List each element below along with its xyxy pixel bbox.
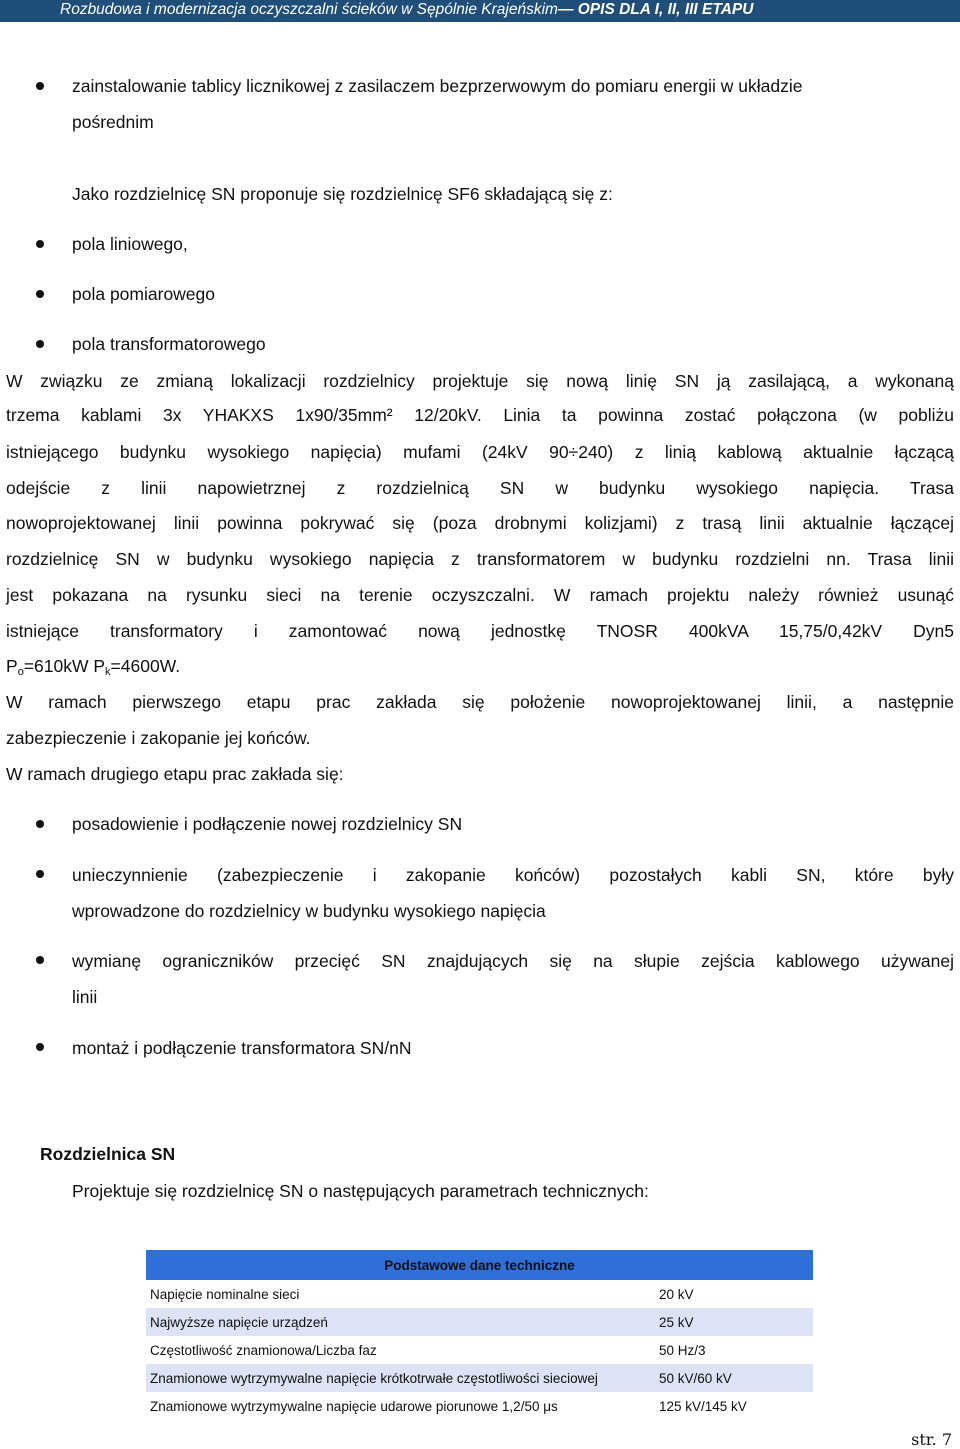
para1-line4: odejście z linii napowietrznej z rozdzielnicą SN w budynku wysokiego napięcia. Trasa [6,478,954,498]
sf6-item: pola liniowego, [72,234,188,254]
bullet-icon [36,956,44,964]
row-value: 50 kV/60 kV [655,1364,813,1392]
para1-line1: W związku ze zmianą lokalizacji rozdzielnicy projektuje się nową linię SN ją zasilającą, a wykonaną [6,371,954,391]
header-title: Rozbudowa i modernizacja oczyszczalni ścieków w Sępólnie Krajeńskim [60,1,558,18]
intro-bullet-line2: pośrednim [72,112,154,132]
stage2-item: wymianę ograniczników przecięć SN znajdujących się na słupie zejścia kablowego używanej [72,951,954,971]
stage2-item: unieczynnienie (zabezpieczenie i zakopanie końców) pozostałych kabli SN, które były [72,865,954,885]
sf6-intro: Jako rozdzielnicę SN proponuje się rozdzielnicę SF6 składającą się z: [72,184,613,204]
para2-line2: zabezpieczenie i zakopanie jej końców. [6,728,311,748]
page-number: str. 7 [911,1430,952,1449]
row-label: Najwyższe napięcie urządzeń [146,1308,655,1336]
table-row [146,1308,813,1336]
sf6-item: pola pomiarowego [72,284,216,304]
stage2-intro: W ramach drugiego etapu prac zakłada się: [6,764,344,784]
power-p: P [6,656,18,676]
power-mid: =610kW P [23,656,106,676]
row-label: Częstotliwość znamionowa/Liczba faz [146,1336,655,1364]
table-row [146,1392,813,1420]
section-title: Rozdzielnica SN [40,1144,176,1164]
sf6-item: pola transformatorowego [72,334,266,354]
row-value: 50 Hz/3 [655,1336,813,1364]
row-label: Napięcie nominalne sieci [146,1280,655,1308]
section-intro: Projektuje się rozdzielnicę SN o następujących parametrach technicznych: [72,1181,649,1201]
para1-line2: trzema kablami 3x YHAKXS 1x90/35mm² 12/20kV. Linia ta powinna zostać połączona (w pobliżu [6,405,954,425]
page-header [0,0,960,22]
tech-data-table [146,1250,813,1420]
power-sub-k: k [105,666,111,678]
para1-line7: jest pokazana na rysunku sieci na terenie oczyszczalni. W ramach projektu należy również usunąć [6,585,954,605]
bullet-icon [36,1043,44,1051]
row-label: Znamionowe wytrzymywalne napięcie udarowe piorunowe 1,2/50 μs [146,1392,655,1420]
bullet-icon [36,82,44,90]
stage2-item-cont: linii [72,987,98,1007]
para1-line3: istniejącego budynku wysokiego napięcia) mufami (24kV 90÷240) z linią kablową aktualnie łączącą [6,442,954,462]
power-end: =4600W. [110,656,181,676]
stage2-item: posadowienie i podłączenie nowej rozdzielnicy SN [72,814,463,834]
row-value: 25 kV [655,1308,813,1336]
row-label: Znamionowe wytrzymywalne napięcie krótkotrwałe częstotliwości sieciowej [146,1364,655,1392]
table-row [146,1364,813,1392]
table-row [146,1280,813,1308]
bullet-icon [36,290,44,298]
bullet-icon [36,240,44,248]
bullet-icon [36,870,44,878]
header-subtitle: — OPIS DLA I, II, III ETAPU [557,1,754,18]
para1-line8: istniejące transformatory i zamontować nową jednostkę TNOSR 400kVA 15,75/0,42kV Dyn5 [6,621,954,641]
intro-bullet-line1: zainstalowanie tablicy licznikowej z zasilaczem bezprzerwowym do pomiaru energii w układzie [72,76,803,96]
table-header-row [146,1250,813,1280]
para1-line6: rozdzielnicę SN w budynku wysokiego napięcia z transformatorem w budynku rozdzielni nn. Trasa linii [6,549,954,569]
row-value: 20 kV [655,1280,813,1308]
table-row [146,1336,813,1364]
row-value: 125 kV/145 kV [655,1392,813,1420]
stage2-item: montaż i podłączenie transformatora SN/nN [72,1038,412,1058]
para1-line5: nowoprojektowanej linii powinna pokrywać się (poza drobnymi kolizjami) z trasą linii aktualnie łączącej [6,513,954,533]
bullet-icon [36,340,44,348]
stage2-item-cont: wprowadzone do rozdzielnicy w budynku wysokiego napięcia [72,901,546,921]
bullet-icon [36,820,44,828]
power-sub-o: o [17,666,24,678]
para2-line1: W ramach pierwszego etapu prac zakłada się położenie nowoprojektowanej linii, a następnie [6,692,954,712]
table-title: Podstawowe dane techniczne [146,1250,813,1280]
